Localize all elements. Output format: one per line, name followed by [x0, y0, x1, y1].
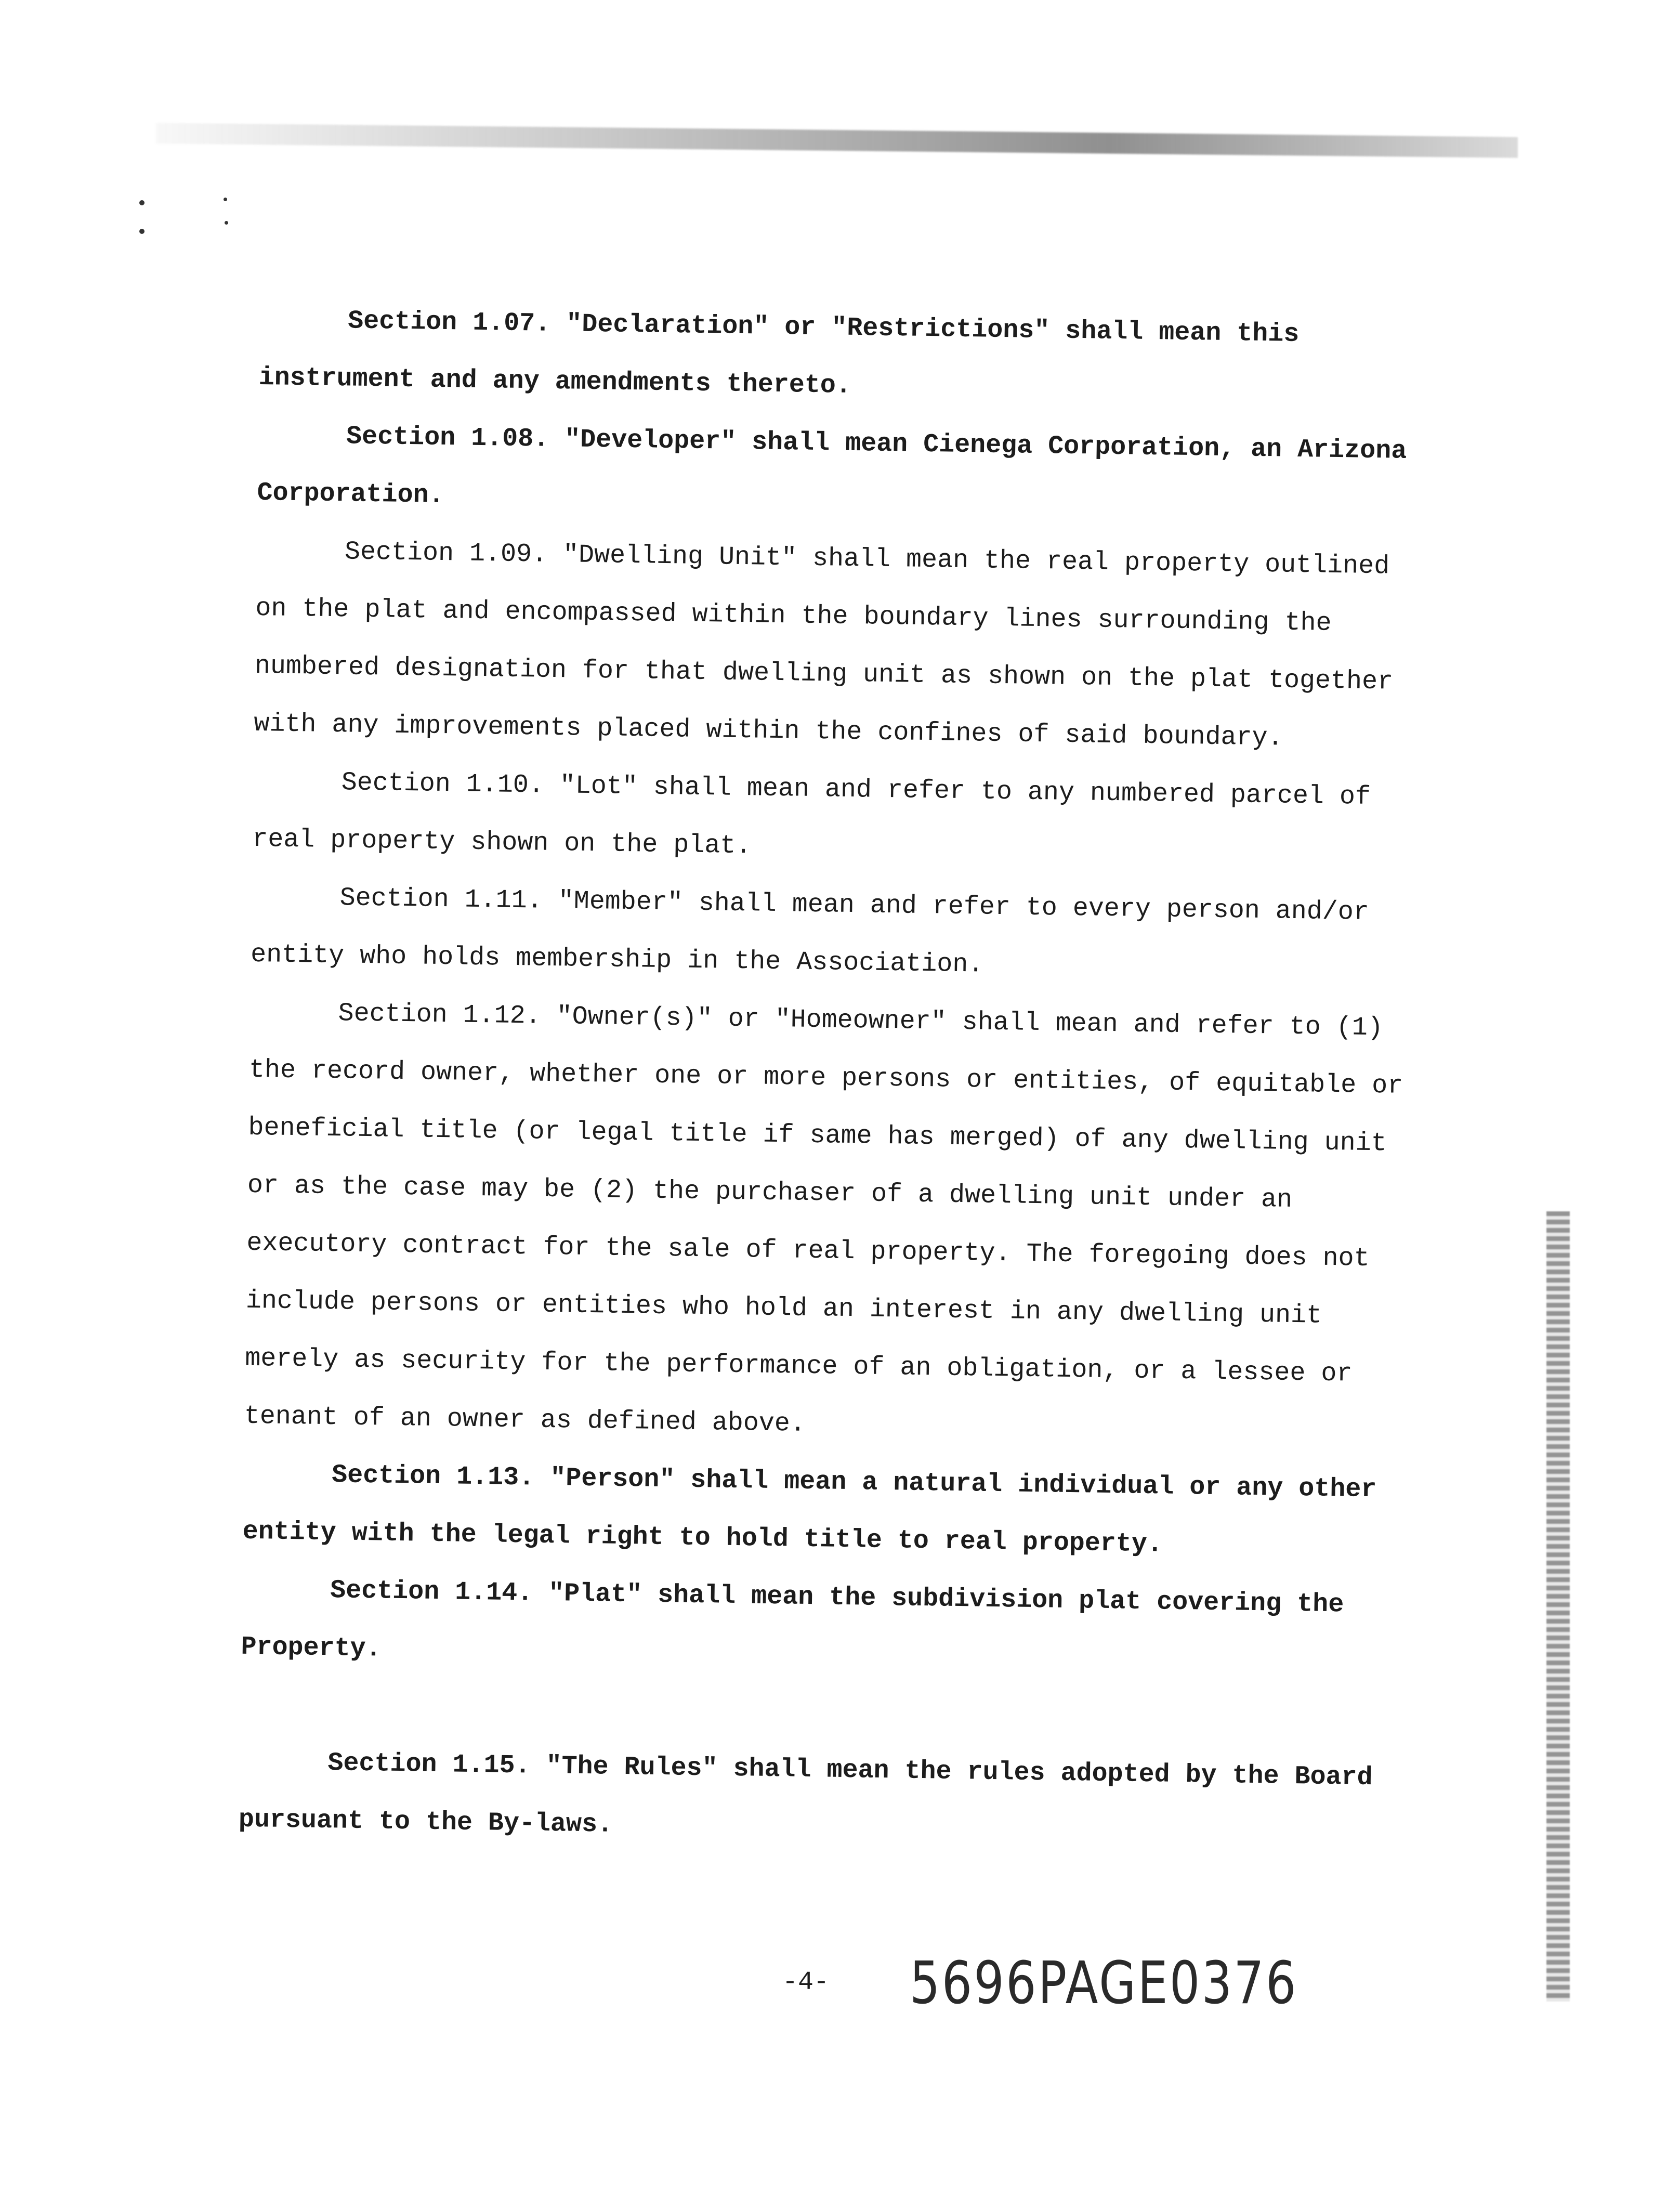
section-1-11 — [250, 868, 1421, 1000]
section-text: Section 1.08. "Developer" shall mean Cienega Corporation, an Arizona Corporation. — [257, 422, 1407, 511]
section-1-13 — [242, 1445, 1413, 1577]
scan-streak-artifact — [156, 123, 1518, 158]
section-1-09 — [254, 522, 1426, 769]
section-text: Section 1.09. "Dwelling Unit" shall mean the real property outlined on the plat and encompassed within the boundary lines surrounding the numbered designation for that dwelling unit as shown on the plat together with any improvements placed within the confines of said boundary. — [253, 537, 1394, 753]
recording-stamp: 5696PAGE0376 — [910, 1950, 1298, 2017]
section-text: Section 1.10. "Lot" shall mean and refer to any numbered parcel of real property shown on the plat. — [252, 768, 1371, 861]
scan-speck — [139, 200, 145, 205]
section-1-15 — [238, 1733, 1409, 1865]
page-number: -4- — [782, 1968, 830, 1997]
section-text: Section 1.15. "The Rules" shall mean the rules adopted by the Board pursuant to the By-laws. — [238, 1748, 1373, 1840]
section-1-12 — [244, 984, 1420, 1461]
document-body — [238, 291, 1429, 1865]
section-text: Section 1.07. "Declaration" or "Restrictions" shall mean this instrument and any amendments thereto. — [258, 306, 1300, 401]
scan-speck — [224, 198, 227, 201]
scan-speck — [139, 229, 145, 234]
section-1-08 — [257, 407, 1428, 538]
section-1-14 — [241, 1561, 1412, 1692]
scan-edge-artifact — [1546, 1211, 1570, 2002]
section-text: Section 1.13. "Person" shall mean a natural individual or any other entity with the legal right to hold title to real property. — [242, 1460, 1377, 1560]
section-1-07 — [258, 291, 1429, 423]
section-text: Section 1.12. "Owner(s)" or "Homeowner" shall mean and refer to (1) the record owner, whether one or more persons or entities, of equitable or beneficial title (or legal title if same has merged) of any dwelling unit or as the case may be (2) the purchaser of a dwelling unit under an executory contract for the sale of real property. The foregoing does not include persons or entities who hold an interest in any dwelling unit merely as security for the performance of an obligation, or a lessee or tenant of an owner as defined above. — [244, 999, 1403, 1439]
section-text: Section 1.14. "Plat" shall mean the subdivision plat covering the Property. — [241, 1576, 1344, 1664]
section-1-10 — [252, 753, 1423, 884]
scan-speck — [225, 221, 228, 225]
section-text: Section 1.11. "Member" shall mean and refer to every person and/or entity who holds membership in the Association. — [250, 883, 1370, 980]
